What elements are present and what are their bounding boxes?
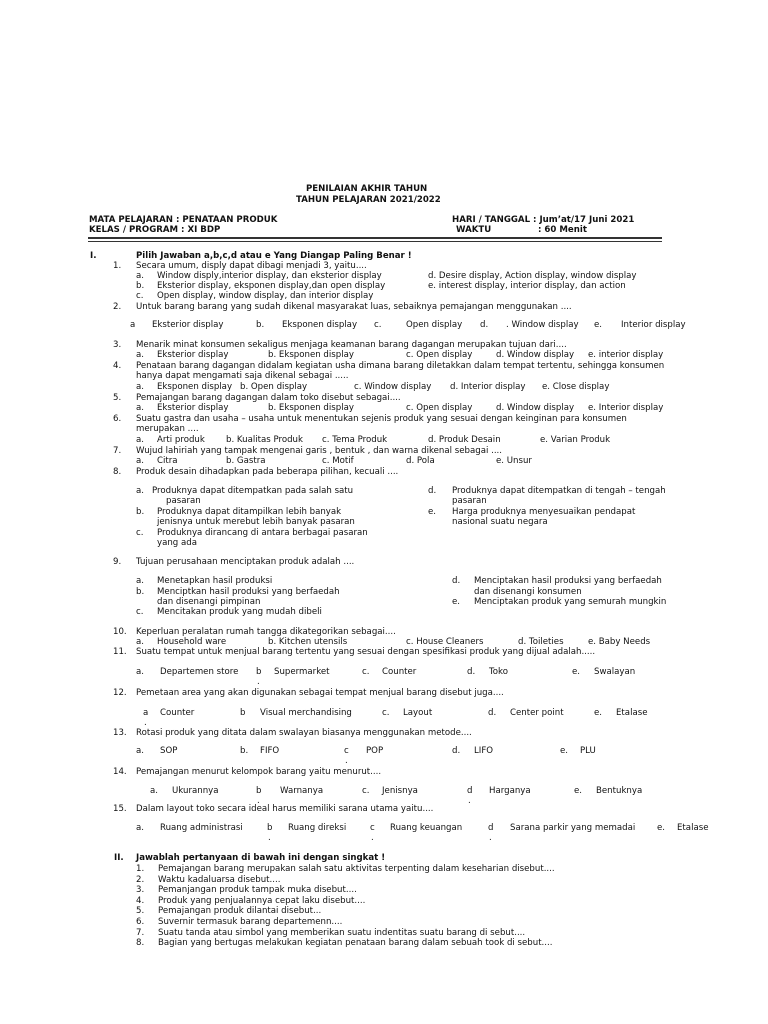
option-letter: b [267,823,273,833]
option-text: Eksterior display, eksponen display,dan open display [157,281,386,291]
option-text: Eksterior display [157,403,229,413]
option-letter: c. [136,607,144,617]
option-letter-dot: . [144,718,147,728]
option-text: Harganya [489,786,531,796]
question-number: 12. [113,688,127,698]
option-text: e. Unsur [496,456,532,466]
subject-label: MATA PELAJARAN : PENATAAN PRODUK [89,215,278,225]
option-text: Swalayan [594,667,636,677]
option-text: d. Toileties [518,637,564,647]
option-letter: a. [136,486,144,496]
option-text: Household ware [157,637,227,647]
option-text: Menetapkan hasil produksi [157,576,273,586]
question-text: Penataan barang dagangan didalam kegiatan usha dimana barang diletakkan dalam tempat tertentu, sehingga konsumen [136,361,665,371]
option-letter: a. [136,350,144,360]
option-letter: b [256,786,262,796]
option-letter: d [488,823,494,833]
option-text-continued: pasaran [452,496,487,506]
short-question-number: 4. [136,896,145,906]
question-number: 9. [113,557,122,567]
section-1-number: I. [90,251,97,261]
option-letter: a. [136,576,144,586]
option-text: Menciptkan hasil produksi yang berfaedah [157,587,340,597]
option-text: Sarana parkir yang memadai [510,823,636,833]
question-number: 7. [113,446,122,456]
option-text: d. Desire display, Action display, window display [428,271,637,281]
short-question-text: Pemajangan produk dilantai disebut... [158,906,322,916]
option-text: e. interior display [588,350,664,360]
option-letter: b. [256,320,265,330]
option-letter-dot: . [257,677,260,687]
option-text: Jenisnya [382,786,418,796]
option-text: e. Interior display [588,403,664,413]
question-text: Suatu gastra dan usaha – usaha untuk menentukan sejenis produk yang sesuai dengan keinginan para konsumen [136,414,627,424]
option-letter: c. [362,786,370,796]
option-letter: a. [136,382,144,392]
option-letter-dot: . [257,796,260,806]
option-letter: e. [428,507,437,517]
option-text: Citra [157,456,178,466]
option-text: e. Varian Produk [540,435,611,445]
option-letter: a. [150,786,158,796]
option-text-continued: nasional suatu negara [452,517,548,527]
option-text: . Window display [506,320,579,330]
option-text: d. Window display [496,350,575,360]
section-1-instruction: Pilih Jawaban a,b,c,d atau e Yang Diangap Paling Benar ! [136,251,412,261]
question-text: Keperluan peralatan rumah tangga dikategorikan sebagai.... [136,627,396,637]
option-letter: d. [428,486,437,496]
option-text: Visual merchandising [260,708,352,718]
option-text: Menciptakan produk yang semurah mungkin [474,597,667,607]
question-text: Untuk barang barang yang sudah dikenal masyarakat luas, sebaiknya pemajangan menggunakan .... [136,302,572,312]
option-text-continued: dan disenangi pimpinan [157,597,261,607]
option-letter-dot: . [345,756,348,766]
option-letter: c. [382,708,390,718]
short-question-text: Bagian yang bertugas melakukan kegiatan penataan barang dalam sebuah took di sebut.... [158,938,553,948]
title-line-2: TAHUN PELAJARAN 2021/2022 [296,195,441,205]
short-question-text: Suvernir termasuk barang departemenn.... [158,917,343,927]
option-text: Center point [510,708,564,718]
option-letter: d [467,786,473,796]
question-text: Pemajangan menurut kelompok barang yaitu menurut.... [136,767,382,777]
option-text: d. Produk Desain [428,435,501,445]
option-text: Supermarket [274,667,330,677]
option-letter: c. [374,320,382,330]
option-text: Eksponen display [157,382,233,392]
question-text: Pemetaan area yang akan digunakan sebagai tempat menjual barang disebut juga.... [136,688,504,698]
short-question-text: Suatu tanda atau simbol yang memberikan suatu indentitas suatu barang di sebut.... [158,928,526,938]
option-letter: b. [240,746,249,756]
option-letter-dot: . [371,833,374,843]
question-text: Tujuan perusahaan menciptakan produk adalah .... [136,557,355,567]
option-text: Produknya dirancang di antara berbagai pasaran [157,528,368,538]
option-text: e. Baby Needs [588,637,651,647]
option-letter: e. [594,320,603,330]
option-text: Menciptakan hasil produksi yang berfaedah [474,576,662,586]
option-text: Bentuknya [596,786,643,796]
short-question-text: Waktu kadaluarsa disebut.... [158,875,281,885]
option-text: Produknya dapat ditampilkan lebih banyak [157,507,342,517]
question-text: Menarik minat konsumen sekaligus menjaga keamanan barang dagangan merupakan tujuan dari.... [136,340,567,350]
question-text: Pemajangan barang dagangan dalam toko disebut sebagai.... [136,393,401,403]
option-letter-dot: . [468,796,471,806]
question-number: 1. [113,261,122,271]
option-letter: c. [362,667,370,677]
question-number: 15. [113,804,127,814]
option-letter: a. [136,823,144,833]
option-letter-dot: . [268,833,271,843]
option-text: Departemen store [160,667,239,677]
question-number: 6. [113,414,122,424]
question-text: Wujud lahiriah yang tampak mengenai garis , bentuk , dan warna dikenal sebagai .... [136,446,503,456]
option-text: Arti produk [157,435,205,445]
option-text: LIFO [474,746,494,756]
question-number: 10. [113,627,127,637]
option-text: Ruang keuangan [390,823,463,833]
option-text: Counter [382,667,417,677]
short-question-number: 7. [136,928,145,938]
title-line-1: PENILAIAN AKHIR TAHUN [306,184,428,194]
option-letter: b. [136,587,145,597]
option-text: Ukurannya [172,786,219,796]
option-letter: a. [136,746,144,756]
option-text-continued: dan disenangi konsumen [474,587,582,597]
option-letter: a. [136,271,144,281]
question-number: 4. [113,361,122,371]
option-text: Warnanya [280,786,324,796]
option-text: Ruang administrasi [160,823,243,833]
option-letter: d. [452,576,461,586]
option-letter: d. [488,708,497,718]
short-question-text: Produk yang penjualannya cepat laku disebut.... [158,896,366,906]
option-text: Mencitakan produk yang mudah dibeli [157,607,322,617]
option-text: e. Close display [542,382,610,392]
option-text: FIFO [260,746,280,756]
option-text: Etalase [677,823,709,833]
option-text: b. Gastra [226,456,266,466]
option-letter: b [240,708,246,718]
option-text: Open display, window display, dan interior display [157,291,374,301]
option-letter: e. [574,786,583,796]
option-letter: d. [480,320,489,330]
question-text: Dalam layout toko secara ideal harus memiliki sarana utama yaitu.... [136,804,434,814]
question-text: Secara umum, disply dapat dibagi menjadi 3, yaitu.... [136,261,367,271]
option-text: c. Motif [322,456,354,466]
option-text: Open display [406,320,463,330]
option-letter: a. [136,435,144,445]
option-text: d. Window display [496,403,575,413]
question-text-continued: hanya dapat mengamati saja dikenal sebagai ..... [136,371,349,381]
time-label: WAKTU [456,225,492,235]
option-text: c. Tema Produk [322,435,388,445]
option-letter: a. [136,667,144,677]
short-question-text: Pemanjangan produk tampak muka disebut.... [158,885,357,895]
option-letter: e. [594,708,603,718]
section-2-instruction: Jawablah pertanyaan di bawah ini dengan singkat ! [136,853,386,863]
option-text: d. Pola [406,456,435,466]
short-question-number: 8. [136,938,145,948]
option-letter: e. [657,823,666,833]
option-text: c. Window display [354,382,432,392]
short-question-number: 2. [136,875,145,885]
option-text-continued: pasaran [166,496,201,506]
class-label: KELAS / PROGRAM : XI BDP [89,225,221,235]
option-text: b. Eksponen display [268,350,354,360]
option-letter: b. [136,281,145,291]
option-text: b. Eksponen display [268,403,354,413]
question-text: Rotasi produk yang ditata dalam swalayan biasanya menggunakan metode.... [136,728,472,738]
short-question-number: 3. [136,885,145,895]
option-text: b. Kualitas Produk [226,435,303,445]
option-letter: a. [136,456,144,466]
option-letter: a [143,708,149,718]
option-text: Toko [489,667,508,677]
question-number: 2. [113,302,122,312]
header-rule-thin [88,241,662,242]
option-text: Etalase [616,708,648,718]
option-letter: d. [452,746,461,756]
date-label: HARI / TANGGAL : Jum’at/17 Juni 2021 [452,215,635,225]
option-text: b. Open display [240,382,308,392]
option-text: SOP [160,746,178,756]
short-question-number: 6. [136,917,145,927]
option-letter: a. [136,403,144,413]
question-number: 14. [113,767,127,777]
option-text: Layout [403,708,433,718]
option-text: Eksponen display [282,320,358,330]
option-text: Produknya dapat ditempatkan pada salah satu [152,486,354,496]
short-question-number: 5. [136,906,145,916]
option-letter: e. [572,667,581,677]
short-question-number: 1. [136,864,145,874]
option-letter: c [370,823,375,833]
section-2-number: II. [114,853,124,863]
option-letter: b [256,667,262,677]
option-text: POP [366,746,384,756]
option-text: Eksterior display [157,350,229,360]
option-text: e. interest display, interior display, dan action [428,281,626,291]
question-number: 8. [113,467,122,477]
option-text: Interior display [621,320,686,330]
question-number: 13. [113,728,127,738]
option-text-continued: yang ada [157,538,197,548]
option-text-continued: jenisnya untuk merebut lebih banyak pasaran [157,517,355,527]
option-text: PLU [580,746,596,756]
question-number: 3. [113,340,122,350]
option-text: c. Open display [406,350,473,360]
option-letter-dot: . [489,833,492,843]
question-number: 11. [113,647,127,657]
option-text: Counter [160,708,195,718]
short-question-text: Pemajangan barang merupakan salah satu aktivitas terpenting dalam keseharian disebut.... [158,864,555,874]
option-text: c. House Cleaners [406,637,484,647]
option-letter: c [344,746,349,756]
option-text: Window disply,interior display, dan eksterior display [157,271,382,281]
option-text: Eksterior display [152,320,224,330]
option-text: c. Open display [406,403,473,413]
option-letter: b. [136,507,145,517]
option-letter: c. [136,291,144,301]
option-text: Harga produknya menyesuaikan pendapat [452,507,636,517]
question-text: Suatu tempat untuk menjual barang tertentu yang sesuai dengan spesifikasi produk yang dijual adalah..... [136,647,596,657]
option-text: Produknya dapat ditempatkan di tengah – tengah [452,486,666,496]
time-value: : 60 Menit [538,225,587,235]
option-letter: a. [136,637,144,647]
option-text: Ruang direksi [288,823,347,833]
option-letter: a [130,320,136,330]
question-number: 5. [113,393,122,403]
question-text-continued: merupakan .... [136,424,199,434]
option-letter: c. [136,528,144,538]
question-text: Produk desain dihadapkan pada beberapa pilihan, kecuali .... [136,467,399,477]
option-letter: e. [452,597,461,607]
option-text: d. Interior display [450,382,526,392]
option-text: b. Kitchen utensils [268,637,348,647]
option-letter: e. [560,746,569,756]
option-letter: d. [467,667,476,677]
header-rule-thick [88,237,662,239]
